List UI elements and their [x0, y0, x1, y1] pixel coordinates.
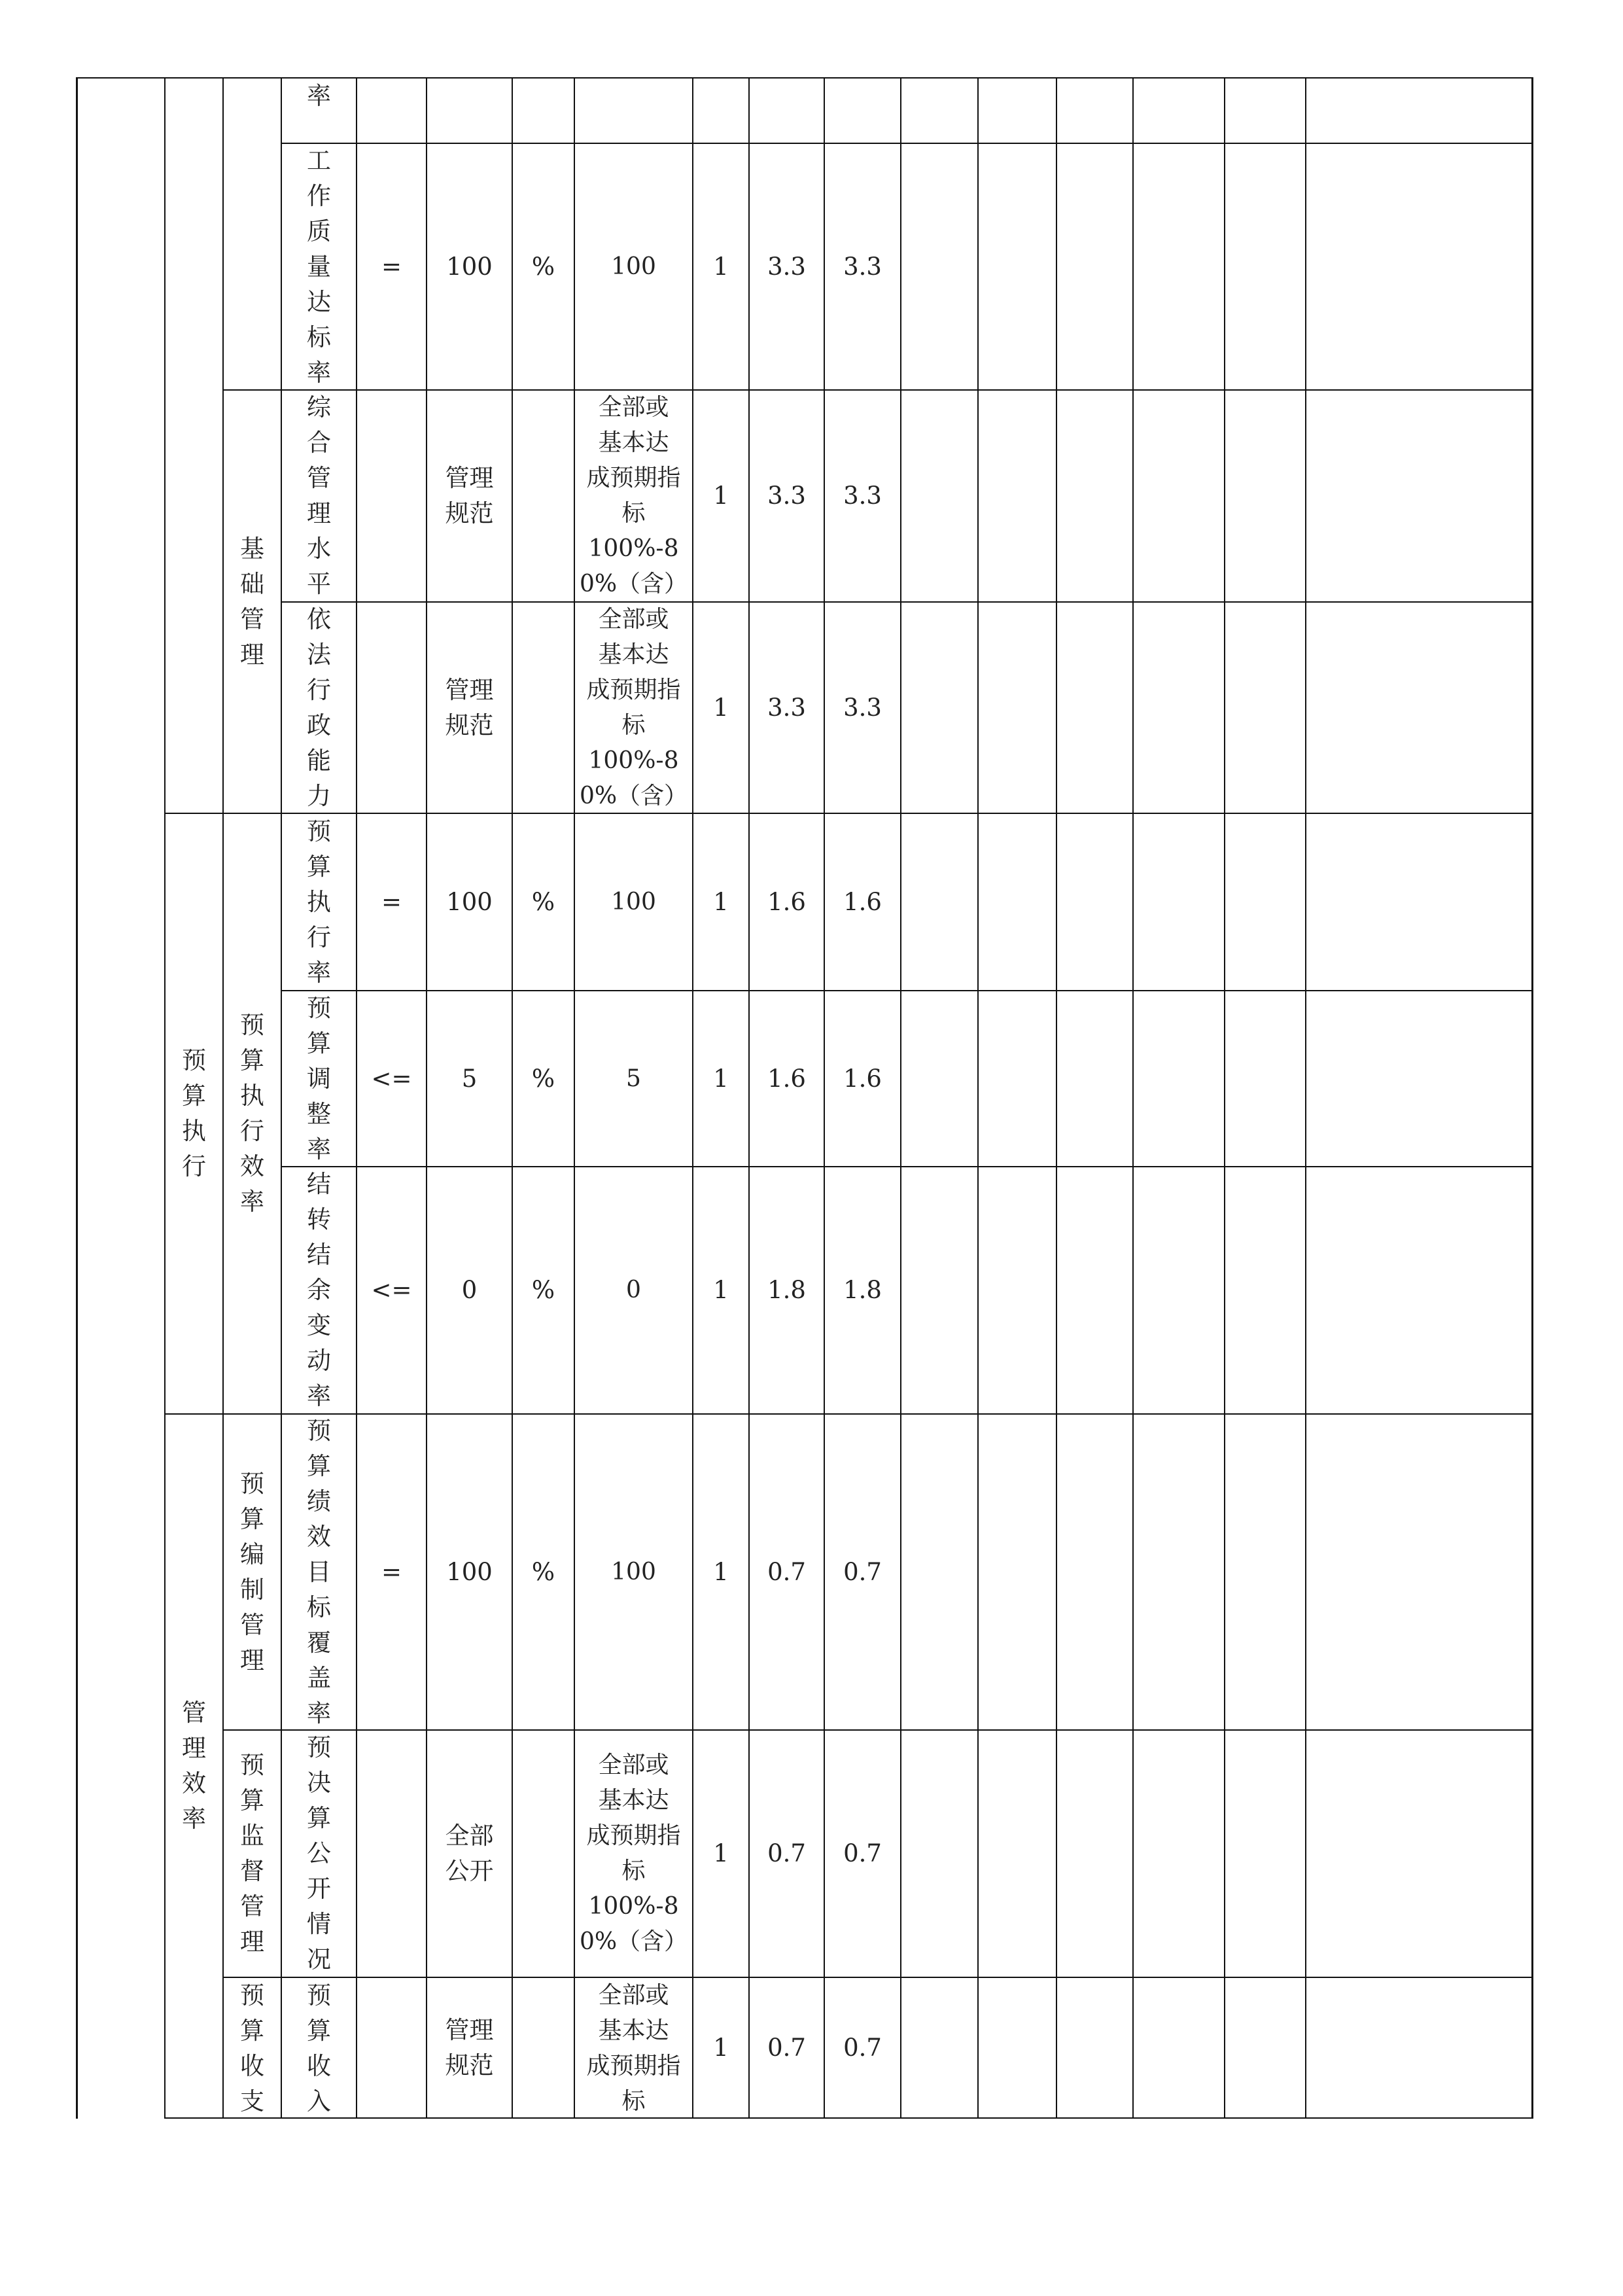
standard-cell: 5 — [626, 1065, 641, 1092]
target-value-cell: 0 — [461, 1276, 478, 1304]
weight-cell: 1 — [713, 252, 729, 281]
weight-cell: 1 — [713, 1839, 729, 1867]
operator-cell: = — [381, 887, 402, 916]
score-cell: 0.7 — [767, 1839, 806, 1867]
actual-score-cell: 0.7 — [843, 2033, 882, 2062]
indicator-name-cell: 预 算 绩 效 目 标 覆 盖 率 — [307, 1416, 331, 1727]
score-cell: 0.7 — [767, 1557, 806, 1586]
indicator-name-cell: 结 转 结 余 变 动 率 — [307, 1170, 331, 1410]
weight-cell: 1 — [713, 693, 729, 722]
indicator-name-cell: 工 作 质 量 达 标 率 — [307, 146, 331, 387]
target-value-cell: 管理 规范 — [445, 2015, 494, 2079]
unit-cell: % — [531, 887, 555, 916]
grid-line — [164, 2117, 1533, 2119]
target-value-cell: 100 — [446, 252, 493, 281]
target-value-cell: 管理 规范 — [445, 675, 494, 739]
score-cell: 3.3 — [767, 693, 806, 722]
actual-score-cell: 0.7 — [843, 1839, 882, 1867]
unit-cell: % — [531, 1557, 555, 1586]
weight-cell: 1 — [713, 1276, 729, 1304]
standard-cell: 全部或 基本达 成预期指 标 100%-8 0%（含） — [579, 1752, 688, 1955]
score-cell: 1.8 — [767, 1276, 806, 1304]
weight-cell: 1 — [713, 887, 729, 916]
score-cell: 3.3 — [767, 482, 806, 510]
weight-cell: 1 — [713, 482, 729, 510]
grid-line — [977, 77, 979, 2119]
standard-cell: 100 — [611, 1558, 656, 1585]
actual-score-cell: 3.3 — [843, 252, 882, 281]
score-cell: 1.6 — [767, 887, 806, 916]
category-cell: 预 算 编 制 管 理 — [240, 1469, 264, 1674]
grid-line — [76, 77, 78, 2119]
standard-cell: 全部或 基本达 成预期指 标 100%-8 0%（含） — [579, 605, 688, 809]
actual-score-cell: 3.3 — [843, 693, 882, 722]
grid-line — [900, 77, 901, 2119]
indicator-name-cell: 依 法 行 政 能 力 — [307, 605, 331, 810]
actual-score-cell: 1.8 — [843, 1276, 882, 1304]
target-value-cell: 100 — [446, 1557, 493, 1586]
target-value-cell: 100 — [446, 887, 493, 916]
score-cell: 0.7 — [767, 2033, 806, 2062]
standard-cell: 全部或 基本达 成预期指 标 100%-8 0%（含） — [579, 394, 688, 597]
unit-cell: % — [531, 1276, 555, 1304]
indicator-name-cell: 预 算 收 入 — [307, 1981, 331, 2115]
grid-line — [1056, 77, 1057, 2119]
actual-score-cell: 0.7 — [843, 1557, 882, 1586]
target-value-cell: 5 — [461, 1064, 478, 1093]
category-cell: 管 理 效 率 — [182, 1699, 206, 1833]
standard-cell: 0 — [626, 1277, 641, 1303]
indicator-name-cell: 综 合 管 理 水 平 — [307, 393, 331, 598]
indicator-name-cell: 预 决 算 公 开 情 况 — [307, 1733, 331, 1973]
weight-cell: 1 — [713, 1557, 729, 1586]
grid-line — [1305, 77, 1306, 2119]
actual-score-cell: 1.6 — [843, 1064, 882, 1093]
operator-cell: = — [381, 252, 402, 281]
standard-cell: 100 — [611, 253, 656, 280]
category-cell: 预 算 执 行 — [182, 1046, 206, 1180]
grid-line — [1531, 77, 1533, 2119]
score-cell: 1.6 — [767, 1064, 806, 1093]
operator-cell: <= — [371, 1064, 412, 1093]
standard-cell: 100 — [611, 888, 656, 915]
actual-score-cell: 3.3 — [843, 482, 882, 510]
category-cell: 预 算 执 行 效 率 — [240, 1011, 264, 1216]
weight-cell: 1 — [713, 1064, 729, 1093]
category-cell: 预 算 监 督 管 理 — [240, 1751, 264, 1956]
target-value-cell: 管理 规范 — [445, 464, 494, 527]
weight-cell: 1 — [713, 2033, 729, 2062]
category-cell: 预 算 收 支 — [240, 1981, 264, 2115]
target-value-cell: 全部 公开 — [445, 1822, 494, 1885]
actual-score-cell: 1.6 — [843, 887, 882, 916]
indicator-name-cell: 预 算 调 整 率 — [307, 993, 331, 1163]
score-cell: 3.3 — [767, 252, 806, 281]
unit-cell: % — [531, 252, 555, 281]
grid-line — [1132, 77, 1134, 2119]
unit-cell: % — [531, 1064, 555, 1093]
operator-cell: = — [381, 1557, 402, 1586]
operator-cell: <= — [371, 1276, 412, 1304]
category-cell: 基 础 管 理 — [240, 534, 264, 669]
standard-cell: 全部或 基本达 成预期指 标 — [586, 1982, 681, 2115]
indicator-name-cell: 率 — [307, 82, 331, 110]
grid-line — [1224, 77, 1225, 2119]
indicator-name-cell: 预 算 执 行 率 — [307, 817, 331, 987]
